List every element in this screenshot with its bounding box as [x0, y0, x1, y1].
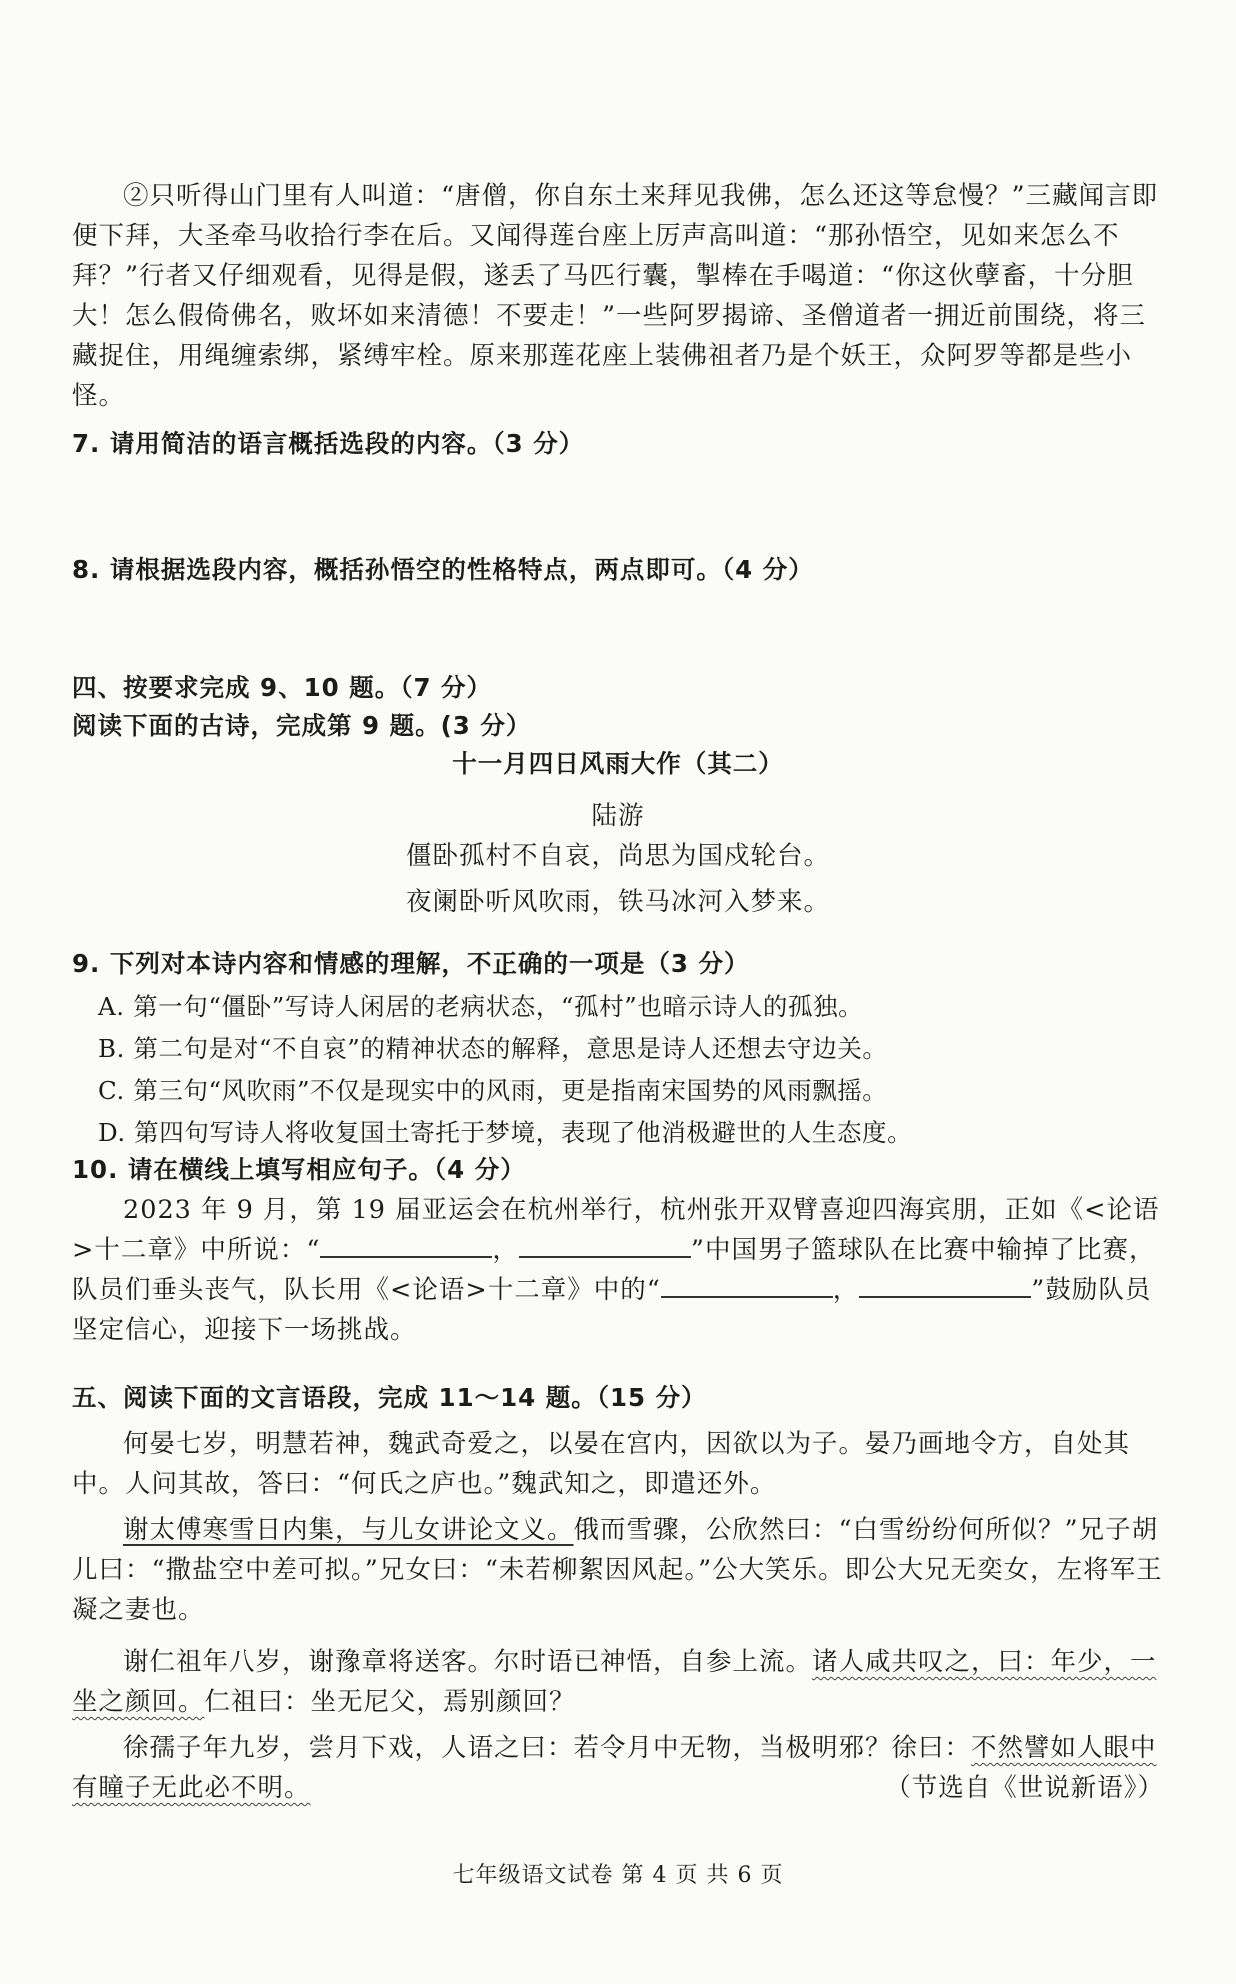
poem-title: 十一月四日风雨大作（其二）: [452, 749, 784, 778]
q10-separator-1: ，: [492, 1235, 519, 1265]
passage-2: ②只听得山门里有人叫道：“唐僧，你自东土来拜见我佛，怎么还这等怠慢？”三藏闻言即便下拜，大圣牵马收拾行李在后。又闻得莲台座上厉声高叫道：“那孙悟空，见如来怎么不拜？”行者又仔细观看，见得是假，遂丢了马匹行囊，掣棒在手喝道：“你这伙孽畜，十分胆大！怎么假倚佛名，败坏如来清德！不要走！”一些阿罗揭谛、圣僧道者一拥近前围绕，将三藏捉住，用绳缠索绑，紧缚牢栓。原来那莲花座上装佛祖者乃是个妖王，众阿罗等都是些小怪。: [72, 181, 1159, 411]
question-10-body: [72, 1190, 1164, 1350]
poem-intro: 阅读下面的古诗，完成第 9 题。(3 分）: [72, 711, 532, 740]
classical-para-4: [72, 1728, 1164, 1808]
page-footer: 七年级语文试卷 第 4 页 共 6 页: [452, 1863, 784, 1888]
section-4-heading: 四、按要求完成 9、10 题。（7 分）: [72, 673, 493, 702]
question-10-title: 10. 请在横线上填写相应句子。（4 分）: [72, 1155, 526, 1184]
classical-para-3-b: 仁祖曰：坐无尼父，焉别颜回？: [204, 1687, 576, 1717]
wavy-underlined-sentence-1: 诸人咸共叹之，曰：年少，一坐之颜回。: [72, 1647, 1157, 1717]
classical-para-3-a: 谢仁祖年八岁，谢豫章将送客。尔时语已神悟，自参上流。: [123, 1647, 813, 1677]
question-8: 8. 请根据选段内容，概括孙悟空的性格特点，两点即可。（4 分）: [72, 555, 814, 584]
wavy-underlined-sentence-2: 不然譬如人眼中有瞳子无此必不明。: [72, 1733, 1157, 1803]
underlined-sentence: 谢太傅寒雪日内集，与儿女讲论文义。: [123, 1515, 574, 1545]
classical-para-2: [72, 1510, 1164, 1630]
classical-para-1: 何晏七岁，明慧若神，魏武奇爱之，以晏在宫内，因欲以为子。晏乃画地令方，自处其中。人问其故，答曰：“何氏之庐也。”魏武知之，即遣还外。: [72, 1429, 1131, 1499]
q10-text-3: ”鼓励队员坚定信心，迎接下一场挑战。: [72, 1275, 1152, 1345]
question-9-suffix: 的一项是（3 分）: [543, 949, 750, 978]
option-d: D. 第四句写诗人将收复国土寄托于梦境，表现了他消极避世的人生态度。: [98, 1118, 913, 1147]
classical-para-3: [72, 1642, 1164, 1722]
q10-text-2: ”中国男子篮球队在比赛中输掉了比赛，队员们垂头丧气，队长用《<论语>十二章》中的“: [72, 1235, 1156, 1305]
poem-line-1: 僵卧孤村不自哀，尚思为国戍轮台。: [405, 841, 830, 871]
question-9-prefix: 9. 下列对本诗内容和情感的理解，: [72, 949, 467, 978]
answer-blank-4[interactable]: [859, 1270, 1031, 1298]
source-credit: （节选自《世说新语》）: [885, 1773, 1164, 1803]
question-7: 7. 请用简洁的语言概括选段的内容。（3 分）: [72, 429, 585, 458]
answer-blank-1[interactable]: [320, 1230, 492, 1258]
q10-text-1: 2023 年 9 月，第 19 届亚运会在杭州举行，杭州张开双臂喜迎四海宾朋，正如《<论语>十二章》中所说：“: [72, 1195, 1160, 1265]
option-a: A. 第一句“僵卧”写诗人闲居的老病状态，“孤村”也暗示诗人的孤独。: [98, 992, 864, 1021]
section-5-heading: 五、阅读下面的文言语段，完成 11～14 题。（15 分）: [72, 1383, 707, 1412]
poem-author: 陆游: [591, 801, 645, 831]
question-9: [72, 944, 1164, 984]
q10-separator-2: ，: [832, 1275, 860, 1305]
poem-line-2: 夜阑卧听风吹雨，铁马冰河入梦来。: [405, 887, 830, 917]
answer-blank-3[interactable]: [661, 1270, 833, 1298]
question-9-emphasis: 不正确: [466, 949, 544, 978]
classical-para-2-rest: 俄而雪骤，公欣然曰：“白雪纷纷何所似？”兄子胡儿曰：“撒盐空中差可拟。”兄女曰：“未若柳絮因风起。”公大笑乐。即公大兄无奕女，左将军王凝之妻也。: [72, 1515, 1163, 1625]
classical-para-4-a: 徐孺子年九岁，尝月下戏，人语之曰：若令月中无物，当极明邪？徐曰：: [123, 1733, 972, 1763]
option-c: C. 第三句“风吹雨”不仅是现实中的风雨，更是指南宋国势的风雨飘摇。: [98, 1076, 888, 1105]
option-b: B. 第二句是对“不自哀”的精神状态的解释，意思是诗人还想去守边关。: [98, 1034, 888, 1063]
answer-blank-2[interactable]: [519, 1230, 691, 1258]
